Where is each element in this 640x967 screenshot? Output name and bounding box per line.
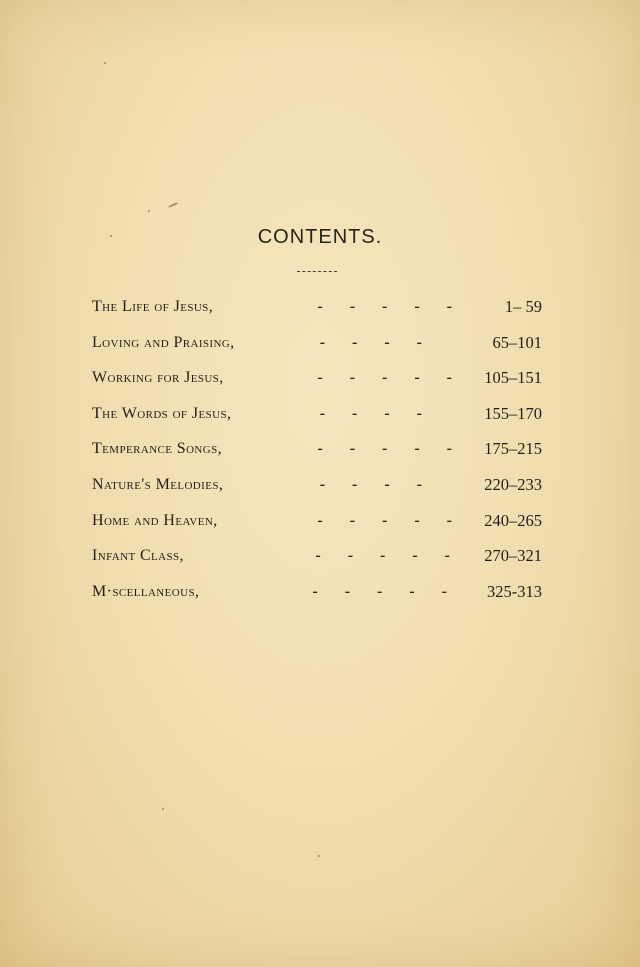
- toc-entry: [92, 581, 542, 617]
- toc-entry: [92, 438, 542, 474]
- toc-entry-pages: 220–233: [484, 474, 542, 494]
- toc-entry: [92, 296, 542, 332]
- page-title: CONTENTS.: [257, 226, 383, 248]
- toc-entry: [92, 367, 542, 403]
- table-of-contents: [92, 296, 542, 616]
- toc-entry-title: Loving and Praising,: [92, 333, 235, 351]
- toc-entry: [92, 403, 542, 439]
- paper-speck: [318, 855, 320, 857]
- toc-leader: - - - -: [319, 333, 422, 351]
- toc-entry-pages: 65–101: [492, 332, 542, 352]
- paper-speck: [148, 210, 150, 212]
- toc-entry-title: Temperance Songs,: [92, 440, 223, 458]
- toc-leader: - - - - -: [315, 547, 450, 565]
- toc-entry: [92, 510, 542, 546]
- toc-entry-pages: 105–151: [484, 368, 542, 388]
- paper-speck: [168, 202, 178, 208]
- title-divider: [297, 271, 337, 272]
- toc-leader: - - - - -: [317, 511, 452, 529]
- toc-entry-title: Home and Heaven,: [92, 511, 218, 529]
- paper-speck: [104, 62, 106, 64]
- toc-entry-title: The Life of Jesus,: [92, 298, 214, 315]
- toc-entry-pages: 240–265: [484, 510, 542, 530]
- toc-entry-pages: 270–321: [484, 546, 542, 566]
- toc-leader: - - - - -: [317, 440, 452, 458]
- paper-speck: [162, 808, 164, 810]
- toc-entry-title: M·scellaneous,: [92, 582, 200, 600]
- toc-entry-title: Nature's Melodies,: [92, 475, 224, 493]
- toc-leader: - - - -: [319, 475, 422, 493]
- toc-entry: [92, 332, 542, 368]
- toc-entry: [92, 545, 542, 581]
- toc-leader: - - - - -: [317, 369, 452, 387]
- toc-entry-pages: 175–215: [484, 439, 542, 459]
- toc-entry: [92, 474, 542, 510]
- toc-entry-pages: 155–170: [484, 403, 542, 423]
- toc-leader: - - - - -: [312, 582, 447, 600]
- toc-entry-title: The Words of Jesus,: [92, 404, 232, 422]
- toc-leader: - - - -: [319, 404, 422, 422]
- toc-leader: - - - - -: [317, 298, 452, 315]
- toc-entry-pages: 1– 59: [504, 297, 542, 316]
- toc-entry-title: Infant Class,: [92, 547, 184, 565]
- toc-entry-pages: 325-313: [487, 581, 542, 601]
- toc-entry-title: Working for Jesus,: [92, 369, 224, 387]
